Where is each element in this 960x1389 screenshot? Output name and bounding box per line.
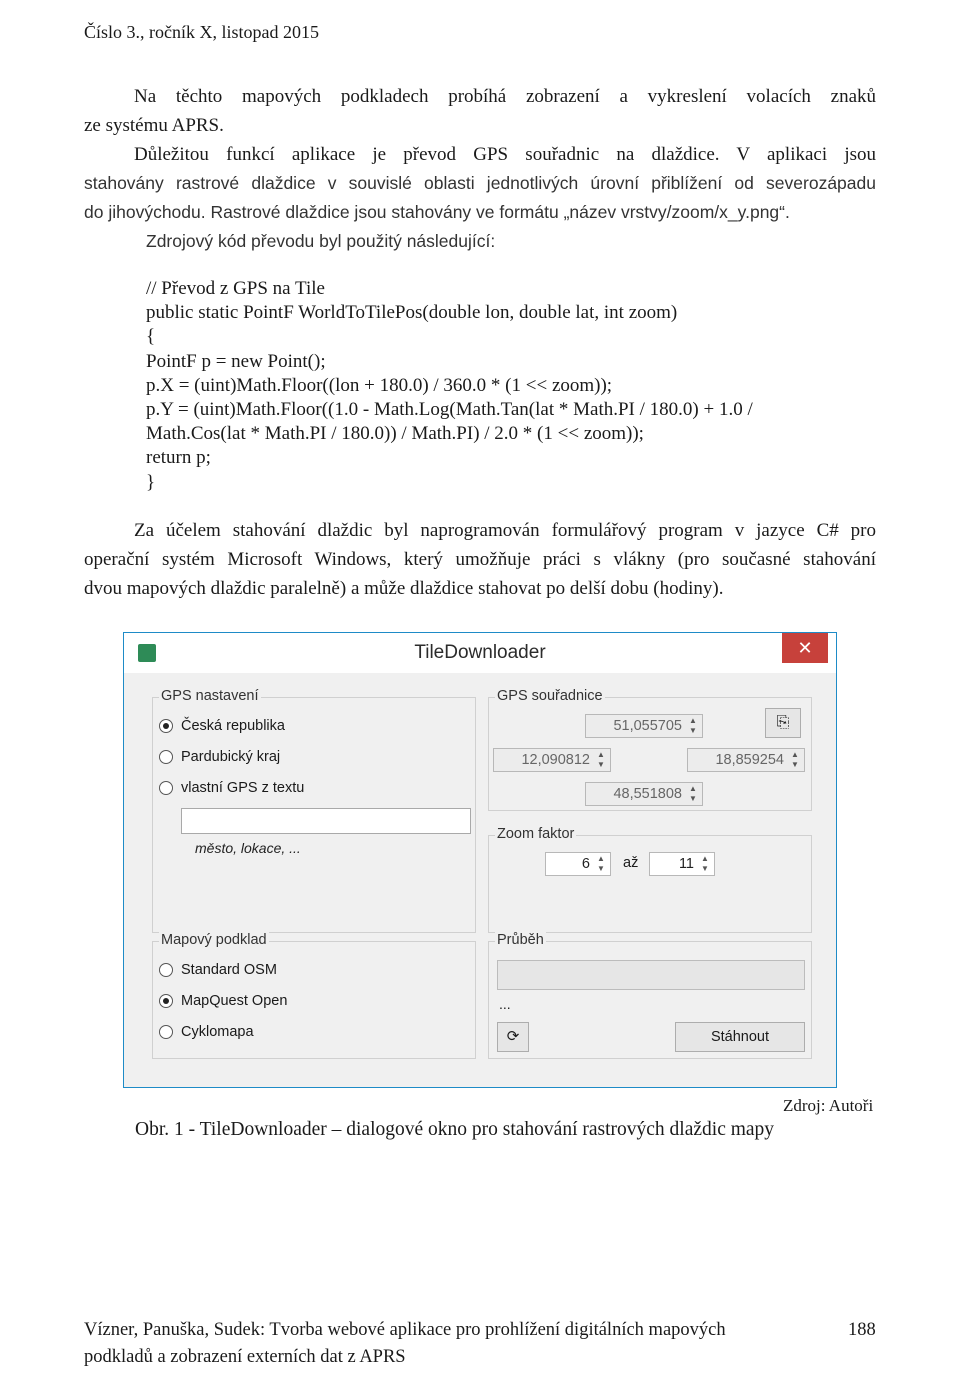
west-coord-input[interactable]: 12,090812 ▲ ▼: [493, 748, 611, 772]
zoom-from-input[interactable]: 6 ▲ ▼: [545, 852, 611, 876]
gps-coords-group: [488, 688, 812, 811]
gps-text-hint: město, lokace, ...: [195, 840, 301, 856]
open-folder-button[interactable]: [497, 1022, 529, 1052]
body-line-2: operační systém Microsoft Windows, který umožňuje práci s vlákny (pro současné stahování: [84, 549, 876, 570]
zoom-group: [488, 826, 812, 933]
spin-arrows-icon: ▲ ▼: [597, 854, 605, 873]
progress-status: ...: [499, 996, 511, 1012]
east-coord-input[interactable]: 18,859254 ▲ ▼: [687, 748, 805, 772]
progress-label: Průběh: [497, 932, 544, 948]
map-source-group: [152, 932, 476, 1059]
code-line: p.X = (uint)Math.Floor((lon + 180.0) / 360.0 * (1 << zoom));: [146, 374, 613, 396]
radio-unchecked-icon: [159, 781, 173, 795]
radio-mapquest-open[interactable]: MapQuest Open: [159, 993, 287, 1009]
code-line: p.Y = (uint)Math.Floor((1.0 - Math.Log(Math.Tan(lat * Math.PI / 180.0) + 1.0 /: [146, 399, 753, 421]
intro-line-5: do jihovýchodu. Rastrové dlaždice jsou stahovány ve formátu „název vrstvy/zoom/x_y.png“.: [84, 202, 790, 222]
window-title: TileDownloader: [414, 642, 546, 663]
gps-text-input[interactable]: [181, 808, 471, 834]
radio-cyklomapa[interactable]: Cyklomapa: [159, 1024, 254, 1040]
radio-ceska-republika[interactable]: Česká republika: [159, 718, 285, 734]
intro-line-1: Na těchto mapových podkladech probíhá zobrazení a vykreslení volacích znaků: [134, 86, 876, 107]
close-button[interactable]: ✕: [782, 633, 828, 663]
code-line: {: [146, 326, 156, 348]
running-header: Číslo 3., ročník X, listopad 2015: [84, 22, 319, 42]
radio-standard-osm[interactable]: Standard OSM: [159, 962, 277, 978]
gps-settings-label: GPS nastavení: [161, 688, 259, 704]
south-coord-input[interactable]: 48,551808 ▲ ▼: [585, 782, 703, 806]
intro-line-6: Zdrojový kód převodu byl použitý následující:: [146, 231, 496, 251]
title-bar[interactable]: [124, 633, 836, 673]
footer-line-2: podkladů a zobrazení externích dat z APRS: [84, 1347, 406, 1367]
page-number: 188: [848, 1320, 876, 1340]
spin-arrows-icon: ▲ ▼: [689, 716, 697, 735]
map-source-label: Mapový podklad: [161, 932, 267, 948]
gps-coords-label: GPS souřadnice: [497, 688, 603, 704]
figure-source: Zdroj: Autoři: [783, 1096, 874, 1115]
folder-refresh-icon: ⟳: [506, 1028, 520, 1045]
figure-caption: Obr. 1 - TileDownloader – dialogové okno pro stahování rastrových dlaždic mapy: [135, 1119, 775, 1140]
code-line: }: [146, 471, 156, 493]
zoom-to-label: až: [623, 855, 639, 871]
code-line: PointF p = new Point();: [146, 350, 326, 372]
progress-group: [488, 932, 812, 1059]
radio-checked-icon: [159, 719, 173, 733]
code-line: // Převod z GPS na Tile: [146, 278, 325, 299]
clipboard-icon: ⎘: [776, 714, 790, 731]
body-line-3: dvou mapových dlaždic paralelně) a může dlaždice stahovat po delší dobu (hodiny).: [84, 578, 724, 599]
spin-arrows-icon: ▲ ▼: [597, 750, 605, 769]
radio-unchecked-icon: [159, 750, 173, 764]
radio-unchecked-icon: [159, 963, 173, 977]
code-line: return p;: [146, 447, 211, 469]
progress-bar: [497, 960, 805, 990]
radio-checked-icon: [159, 994, 173, 1008]
body-line-1: Za účelem stahování dlaždic byl naprogramován formulářový program v jazyce C# pro: [134, 520, 876, 541]
spin-arrows-icon: ▲ ▼: [689, 784, 697, 803]
intro-line-2: ze systému APRS.: [84, 115, 224, 136]
code-block: [146, 277, 753, 495]
zoom-to-input[interactable]: 11 ▲ ▼: [649, 852, 715, 876]
download-button[interactable]: Stáhnout: [675, 1022, 805, 1052]
tiledownloader-dialog: [123, 632, 837, 1088]
code-line: Math.Cos(lat * Math.PI / 180.0)) / Math.PI) / 2.0 * (1 << zoom));: [146, 423, 644, 445]
zoom-label: Zoom faktor: [497, 826, 575, 842]
footer-line-1: Vízner, Panuška, Sudek: Tvorba webové aplikace pro prohlížení digitálních mapových: [84, 1320, 726, 1340]
clipboard-button[interactable]: [765, 708, 801, 738]
gps-settings-group: [152, 688, 476, 933]
spin-arrows-icon: ▲ ▼: [791, 750, 799, 769]
north-coord-input[interactable]: 51,055705 ▲ ▼: [585, 714, 703, 738]
code-line: public static PointF WorldToTilePos(double lon, double lat, int zoom): [146, 302, 678, 324]
intro-line-4: stahovány rastrové dlaždice v souvislé oblasti jednotlivých úrovní přiblížení od severozápadu: [84, 173, 876, 193]
intro-line-3: Důležitou funkcí aplikace je převod GPS souřadnic na dlaždice. V aplikaci jsou: [134, 144, 876, 165]
radio-vlastni-gps[interactable]: vlastní GPS z textu: [159, 780, 304, 796]
spin-arrows-icon: ▲ ▼: [701, 854, 709, 873]
radio-unchecked-icon: [159, 1025, 173, 1039]
radio-pardubicky-kraj[interactable]: Pardubický kraj: [159, 749, 280, 765]
